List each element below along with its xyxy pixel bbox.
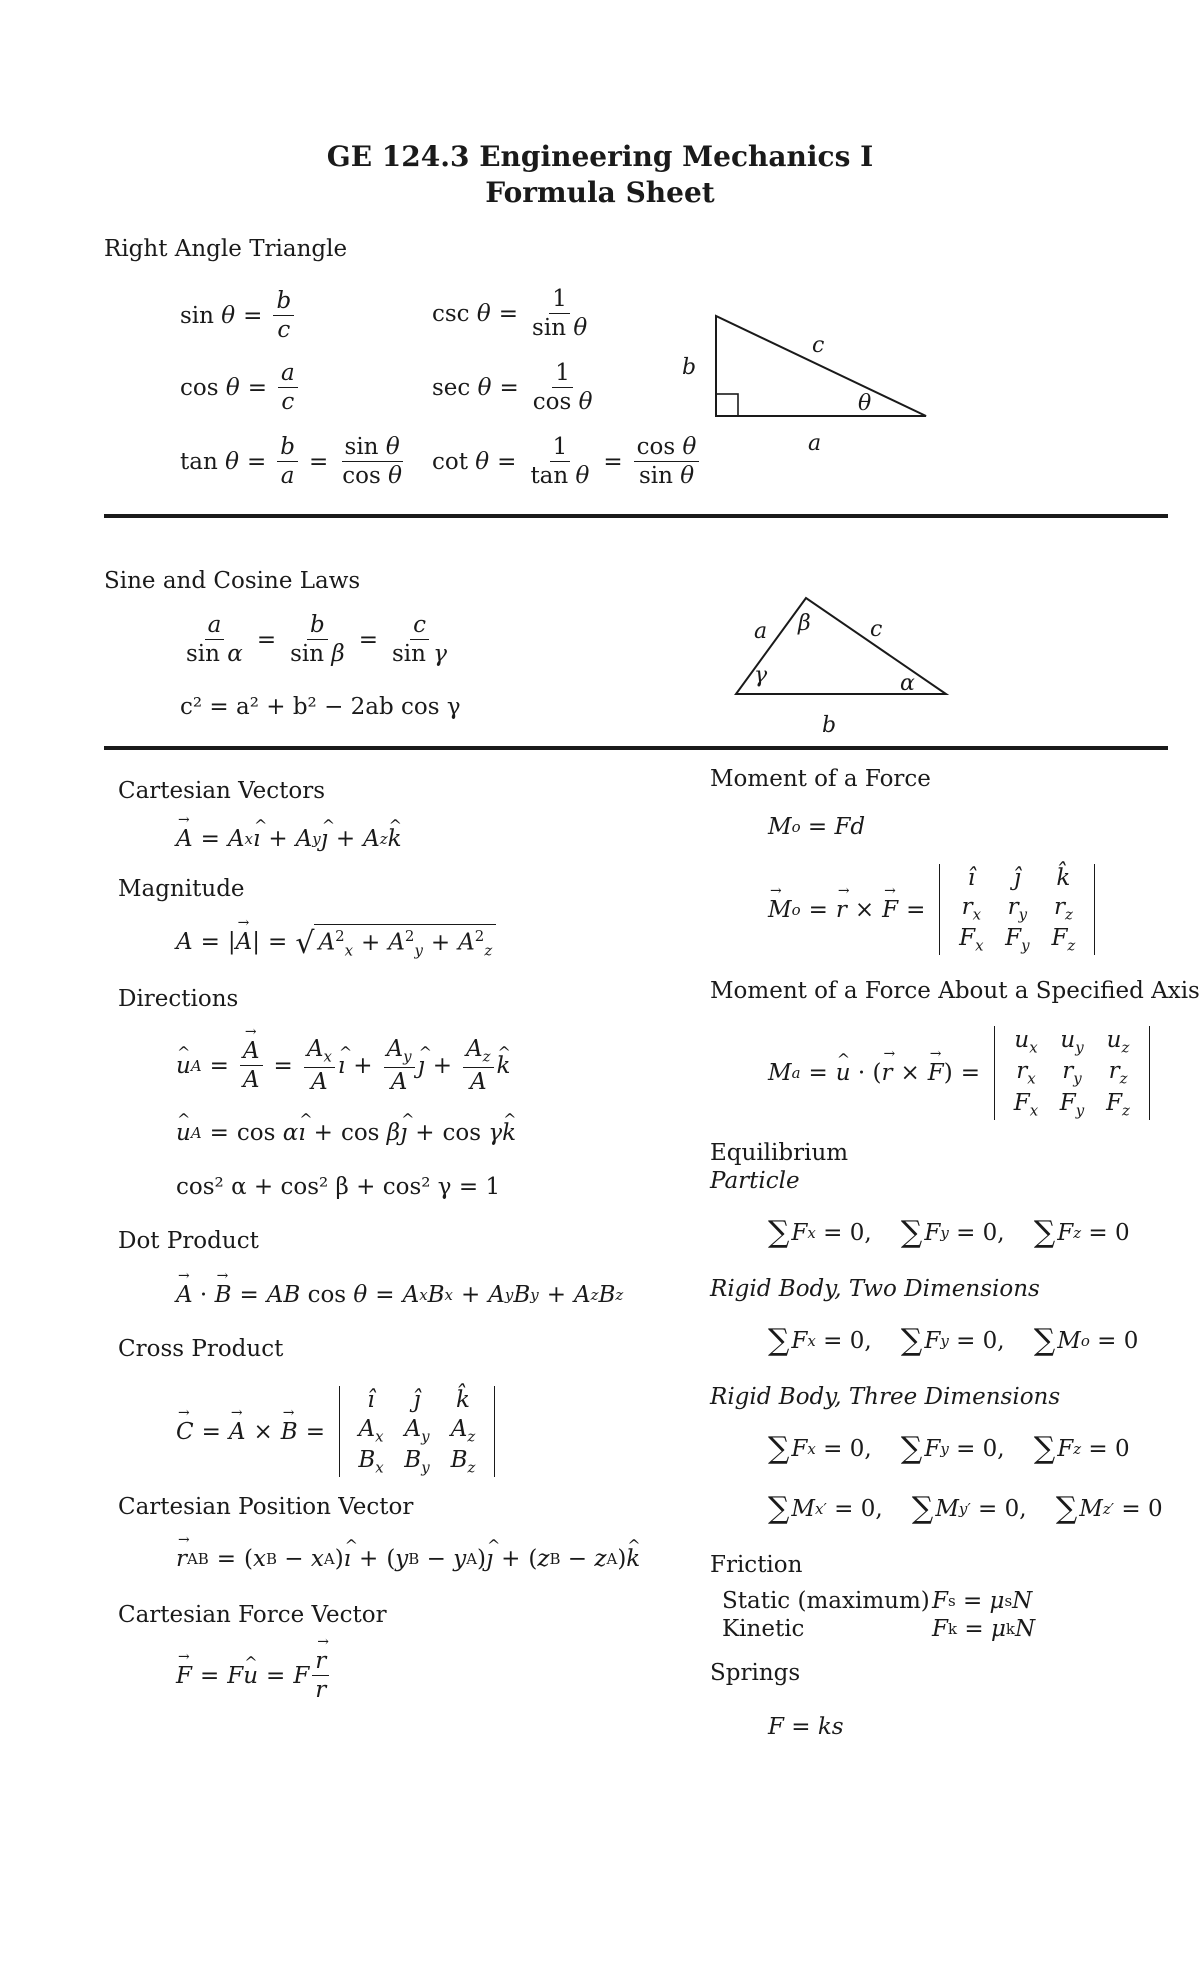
section-heading-moment: Moment of a Force [710,766,931,792]
friction-kinetic-label: Kinetic [722,1616,805,1642]
moment-determinant: ı̂ ȷ̂ k̂ $r_x$ $r_y$ $r_z$ $F_x$ $F_y$ $F_z$ [939,864,1095,955]
section-heading-magnitude: Magnitude [118,876,245,902]
moment-scalar-formula: M o = Fd [768,814,866,840]
sine-law: $\frac{a}{\text{sin α}}$ = $\frac{b}{\text{sin β}}$ = $\frac{c}{\text{sin γ}}$ [186,612,448,668]
section-heading-cartesian-vectors: Cartesian Vectors [118,778,326,804]
section-divider-2 [104,746,1168,750]
spring-formula: F = ks [768,1714,844,1740]
tri2-label-beta: β [798,611,811,636]
cos-formula: cos θ = $\frac{a}{c}$ [180,360,301,416]
triangle-label-a: a [808,431,822,456]
direction-cosines-formula: ^ u A = cos α ^ ı + cos β ^ ȷ + cos γ ^ k [176,1120,516,1146]
tan-formula: tan θ = $\frac{b}{a}$ = $\frac{\text{sin θ}}{\text{cos θ}}$ [180,434,402,490]
document-title: GE 124.3 Engineering Mechanics I [326,140,874,173]
moment-axis-formula: M a = ^ u · ( → r × → F ) = $u_x$ $u_y$ $u_z$ $r_x$ $r_y$ $r_z$ $F_x$ $F_y$ $F_z$ [768,1026,1150,1120]
document-subtitle: Formula Sheet [485,176,715,209]
subheading-rigid-3d: Rigid Body, Three Dimensions [710,1384,1061,1410]
section-heading-force-vector: Cartesian Force Vector [118,1602,387,1628]
dot-product-formula: → A · → B = AB cos θ = A x B x + A y B y + A z B z [176,1282,623,1308]
general-triangle-diagram [720,590,980,740]
moment-vector-formula: → M o = → r × → F = ı̂ ȷ̂ k̂ $r_x$ $r_y$ $r_z$ $F_x$ $F_y$ $F_z$ [768,864,1095,955]
section-heading-springs: Springs [710,1660,801,1686]
friction-static-label: Static (maximum) [722,1588,930,1614]
section-heading-friction: Friction [710,1552,803,1578]
triangle-label-c: c [812,333,825,358]
section-heading-right-triangle: Right Angle Triangle [104,236,348,262]
subheading-rigid-2d: Rigid Body, Two Dimensions [710,1276,1040,1302]
magnitude-formula: A = | → A | = √ $A^2_x + A^2_y + A^2_z$ [176,924,496,959]
section-heading-equilibrium: Equilibrium [710,1140,849,1166]
force-vector-formula: → F = F ^ u = F → $\frac{r}{r}$ [176,1648,332,1704]
tri2-label-a: a [754,619,768,644]
section-divider-1 [104,514,1168,518]
friction-kinetic-formula: F k = μ k N [932,1616,1036,1642]
tri2-label-c: c [870,617,883,642]
sin-formula: sin θ = $\frac{b}{c}$ [180,288,297,344]
sec-formula: sec θ = $\frac{1}{\text{cos θ}}$ [432,360,593,416]
triangle-label-b: b [682,355,697,380]
cot-formula: cot θ = $\frac{1}{\text{tan θ}}$ = $\frac{\text{cos θ}}{\text{sin θ}}$ [432,434,702,490]
tri2-label-alpha: α [900,671,915,696]
triangle-label-theta: θ [858,391,872,416]
unit-vector-formula: ^ u A = → $\frac{A}{A}$ = $\frac{A_x}{A}$ ^ ı + $\frac{A_y}{A}$ ^ ȷ + $\frac{A_z}{A}$ ^ k [176,1036,510,1095]
section-heading-position-vector: Cartesian Position Vector [118,1494,414,1520]
section-heading-moment-axis: Moment of a Force About a Specified Axis [710,978,1200,1004]
position-vector-formula: → r AB = ( x B − x A ) ^ ı + ( y B − y A ) ^ ȷ + ( z B − z A ) ^ k [176,1546,640,1572]
cartesian-vector-formula: → A = A x ^ ı + A y ^ ȷ + A z ^ k [176,826,402,852]
moment-axis-determinant: $u_x$ $u_y$ $u_z$ $r_x$ $r_y$ $r_z$ $F_x$ $F_y$ $F_z$ [994,1026,1150,1120]
particle-equilibrium: ∑ F x = 0, ∑ F y = 0, ∑ F z = 0 [768,1215,1130,1250]
tri2-label-gamma: γ [754,663,768,688]
rigid-3d-force-equilibrium: ∑ F x = 0, ∑ F y = 0, ∑ F z = 0 [768,1431,1130,1466]
cross-product-determinant: ı̂ ȷ̂ k̂ $A_x$ $A_y$ $A_z$ $B_x$ $B_y$ $B_z$ [339,1386,495,1477]
csc-formula: csc θ = $\frac{1}{\text{sin θ}}$ [432,286,588,342]
tri2-label-b: b [822,713,837,738]
cross-product-formula: → C = → A × → B = ı̂ ȷ̂ k̂ $A_x$ $A_y$ $A_z$ $B_x$ $B_y$ $B_z$ [176,1386,495,1477]
rigid-3d-moment-equilibrium: ∑ M x′ = 0, ∑ M y′ = 0, ∑ M z′ = 0 [768,1491,1163,1526]
cosine-law: c² = a² + b² − 2ab cos γ [180,694,461,720]
rigid-2d-equilibrium: ∑ F x = 0, ∑ F y = 0, ∑ M o = 0 [768,1323,1139,1358]
section-heading-cross-product: Cross Product [118,1336,284,1362]
friction-static-formula: F s = μ s N [932,1588,1033,1614]
section-heading-dot-product: Dot Product [118,1228,259,1254]
section-heading-directions: Directions [118,986,239,1012]
direction-identity: cos² α + cos² β + cos² γ = 1 [176,1174,501,1200]
right-triangle-diagram [670,300,950,470]
subheading-particle: Particle [710,1168,800,1194]
section-heading-sine-cosine: Sine and Cosine Laws [104,568,361,594]
